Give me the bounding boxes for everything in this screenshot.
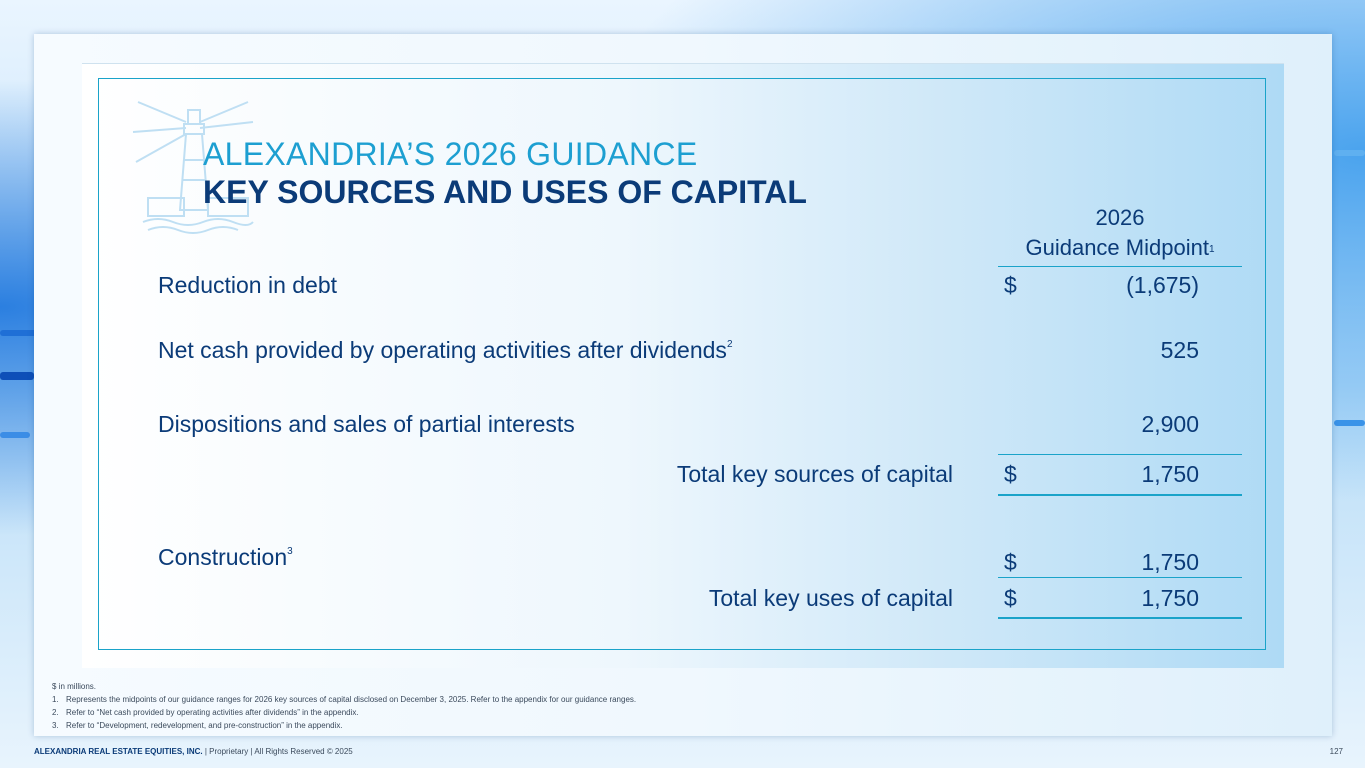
row-label-dispositions: Dispositions and sales of partial interests	[158, 411, 575, 437]
footer-company: ALEXANDRIA REAL ESTATE EQUITIES, INC.	[34, 747, 203, 756]
currency-symbol: $	[1004, 585, 1017, 611]
value-total-sources: 1,750	[1141, 461, 1199, 487]
footnote-units: $ in millions.	[52, 682, 97, 691]
currency-symbol: $	[1004, 461, 1017, 487]
total-rule	[998, 617, 1242, 619]
slide-subtitle: KEY SOURCES AND USES OF CAPITAL	[203, 174, 807, 210]
footnote-ref: 1	[1208, 244, 1215, 255]
footnote-3: 3. Refer to “Development, redevelopment, and pre-construction” in the appendix.	[52, 721, 343, 730]
background-streak	[1334, 150, 1365, 156]
row-label-reduction-in-debt: Reduction in debt	[158, 272, 338, 298]
value-total-uses: 1,750	[1141, 585, 1199, 611]
column-header-year: 2026	[1095, 205, 1145, 230]
value-dispositions: 2,900	[1141, 411, 1199, 437]
background-streak	[0, 432, 30, 438]
value-construction: 1,750	[1141, 549, 1199, 575]
footer-rights: | Proprietary | All Rights Reserved © 2025	[202, 747, 353, 756]
value-reduction-in-debt: (1,675)	[1126, 272, 1199, 298]
page-number: 127	[1329, 747, 1343, 756]
currency-symbol: $	[1004, 549, 1017, 575]
background-streak	[0, 372, 34, 380]
footnote-ref: 3	[287, 546, 293, 557]
footnote-2: 2. Refer to “Net cash provided by operating activities after dividends” in the appendix.	[52, 708, 359, 717]
column-header	[998, 203, 1242, 263]
slide-title: ALEXANDRIA’S 2026 GUIDANCE	[203, 136, 698, 172]
footnote-ref: 2	[726, 339, 733, 350]
footnote-1: 1. Represents the midpoints of our guidance ranges for 2026 key sources of capital disclosed on December 3, 2025. Refer to the appendix for our guidance ranges.	[52, 695, 637, 704]
subtotal-rule	[998, 454, 1242, 455]
header-rule	[998, 266, 1242, 267]
value-net-cash: 525	[1160, 337, 1199, 363]
background-streak	[1334, 420, 1365, 426]
row-label-net-cash: Net cash provided by operating activities after dividends$^2$	[158, 337, 733, 363]
total-rule	[998, 494, 1242, 496]
row-label-construction: Construction$^3$	[158, 544, 293, 570]
footer-text	[34, 747, 353, 756]
currency-symbol: $	[1004, 272, 1017, 298]
column-header-label: Guidance Midpoint$^1$	[1025, 235, 1215, 260]
total-uses-label: Total key uses of capital	[708, 585, 953, 611]
subtotal-rule	[998, 577, 1242, 578]
total-sources-label: Total key sources of capital	[676, 461, 953, 487]
